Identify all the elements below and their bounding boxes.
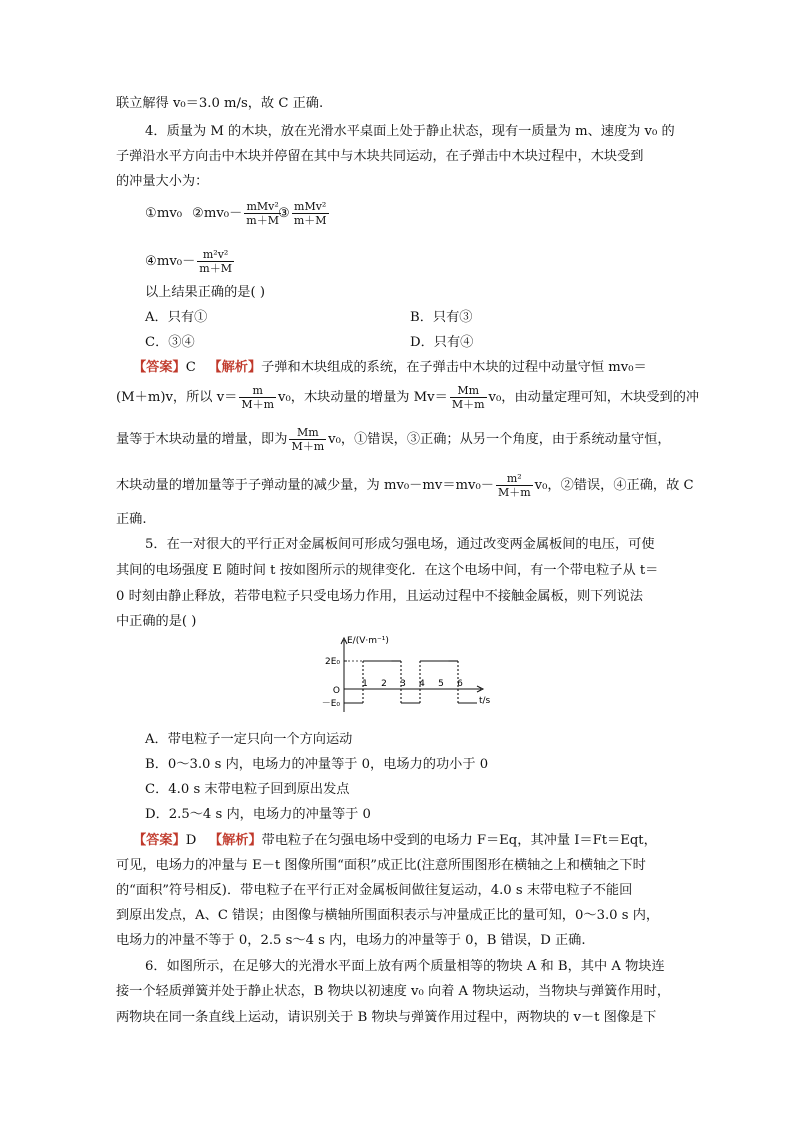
x-tick-label: 6 xyxy=(457,679,463,689)
q4-option-a: A．只有① xyxy=(145,310,208,325)
analysis-text: ，①错误，③正确；从另一个角度，由于系统动量守恒， xyxy=(340,432,671,447)
text-line: 联立解得 v₀＝3.0 m/s，故 C 正确. xyxy=(116,96,324,111)
q4-item-1-text: ①mv₀ xyxy=(145,206,183,221)
analysis-tag: 【解析】 xyxy=(208,833,262,848)
fraction-den: M＋m xyxy=(497,486,531,499)
answer-5-line: 电场力的冲量不等于 0，2.5 s～4 s 内，电场力的冲量等于 0，B 错误，D 正确. xyxy=(116,933,586,948)
q4-item-1 xyxy=(145,205,182,223)
analysis-text: 带电粒子在匀强电场中受到的电场力 F＝Eq，其冲量 I＝Ft＝Eqt， xyxy=(261,833,657,848)
question-4-prompt: 以上结果正确的是( ) xyxy=(145,285,265,300)
fraction xyxy=(496,472,533,499)
fraction-tail: v₀ xyxy=(328,432,341,447)
fraction xyxy=(450,384,487,411)
question-4-line: 的冲量大小为： xyxy=(116,174,209,189)
e-t-chart xyxy=(306,632,506,722)
answer-5-line: 可见，电场力的冲量与 E－t 图像所围“面积”成正比(注意所围图形在横轴之上和横轴之下时 xyxy=(116,858,646,873)
q4-item-2-text: ②mv₀－ xyxy=(192,206,243,221)
answer-4-line xyxy=(116,472,694,499)
y-tick-label: O xyxy=(332,686,340,696)
fraction xyxy=(292,200,329,227)
y-tick-label: －E₀ xyxy=(321,699,340,709)
q5-option-b: B．0～3.0 s 内，电场力的冲量等于 0，电场力的功小于 0 xyxy=(145,757,489,772)
x-tick-label: 2 xyxy=(381,679,387,689)
q5-option-c: C．4.0 s 末带电粒子回到原出发点 xyxy=(145,782,350,797)
fraction xyxy=(289,426,326,453)
fraction-den: m＋M xyxy=(199,262,232,275)
analysis-text: ，②错误，④正确，故 C xyxy=(547,478,694,493)
analysis-tag: 【解析】 xyxy=(208,360,262,375)
answer-4-line xyxy=(116,384,699,411)
answer-value: D xyxy=(185,833,197,848)
fraction-tail: v₀ xyxy=(278,390,291,405)
answer-value: C xyxy=(185,360,196,375)
q4-option-d: D．只有④ xyxy=(410,335,474,350)
q4-item-3 xyxy=(278,200,331,227)
question-5-line: 中正确的是( ) xyxy=(116,614,197,629)
analysis-text: ，木块动量的增量为 Mv＝ xyxy=(290,390,448,405)
answer-tag: 【答案】 xyxy=(133,360,186,375)
analysis-text: 量等于木块动量的增量，即为 xyxy=(116,432,288,447)
q4-item-3-text: ③ xyxy=(278,206,290,221)
answer-5-line: 到原出发点，A、C 错误；由图像与横轴所围面积表示与冲量成正比的量可知，0～3.0 s 内， xyxy=(116,908,660,923)
analysis-text: 木块动量的增加量等于子弹动量的减少量，为 mv₀－mv＝mv₀－ xyxy=(116,478,494,493)
fraction-num: m xyxy=(239,384,276,398)
answer-5-line: 的“面积”符号相反)．带电粒子在平行正对金属板间做往复运动，4.0 s 末带电粒子不能回 xyxy=(116,883,633,898)
y-axis-label: E/(V·m⁻¹) xyxy=(347,636,389,646)
fraction xyxy=(244,200,281,227)
question-5-line: 5．在一对很大的平行正对金属板间可形成匀强电场，通过改变两金属板间的电压，可使 xyxy=(145,537,655,552)
x-tick-label: 5 xyxy=(438,679,444,689)
question-4-line: 子弹沿水平方向击中木块并停留在其中与木块共同运动，在子弹击中木块过程中，木块受到 xyxy=(116,149,644,164)
y-tick-label: 2E₀ xyxy=(324,657,340,667)
answer-4-line xyxy=(116,426,671,453)
q5-option-a: A．带电粒子一定只向一个方向运动 xyxy=(145,732,353,747)
fraction-tail: v₀ xyxy=(488,390,502,405)
fraction-tail: v₀ xyxy=(534,478,548,493)
fraction-num: m²v² xyxy=(197,248,234,262)
analysis-text: (M＋m)v，所以 v＝ xyxy=(116,390,238,405)
question-6-line: 接一个轻质弹簧并处于静止状态，B 物块以初速度 v₀ 向着 A 物块运动，当物块与弹簧作用时， xyxy=(116,984,671,999)
x-tick-label: 4 xyxy=(419,679,425,689)
q5-option-d: D．2.5～4 s 内，电场力的冲量等于 0 xyxy=(145,807,371,822)
fraction-den: m＋M xyxy=(246,214,279,227)
answer-tag: 【答案】 xyxy=(133,833,186,848)
fraction-den: M＋m xyxy=(291,440,325,453)
fraction-num: Mm xyxy=(450,384,487,398)
x-tick-label: 3 xyxy=(400,679,406,689)
q4-item-2 xyxy=(192,200,283,227)
question-5-line: 0 时刻由静止释放，若带电粒子只受电场力作用，且运动过程中不接触金属板，则下列说法 xyxy=(116,589,643,604)
answer-5-line xyxy=(133,832,657,850)
question-6-line: 6．如图所示，在足够大的光滑水平面上放有两个质量相等的物块 A 和 B，其中 A 物块连 xyxy=(145,959,665,974)
fraction-num: mMv² xyxy=(292,200,329,214)
answer-4-line: 正确. xyxy=(116,512,147,527)
q4-option-b: B．只有③ xyxy=(410,310,473,325)
fraction-num: m² xyxy=(496,472,533,486)
analysis-text: ，由动量定理可知，木块受到的冲 xyxy=(501,390,700,405)
fraction xyxy=(239,384,276,411)
answer-4-line xyxy=(133,359,647,377)
question-6-line: 两物块在同一条直线上运动，请识别关于 B 物块与弹簧作用过程中，两物块的 v－t 图像是下 xyxy=(116,1010,657,1025)
fraction-den: m＋M xyxy=(293,214,327,227)
fraction xyxy=(197,248,234,275)
q4-item-4 xyxy=(145,248,236,275)
question-5-line: 其间的电场强度 E 随时间 t 按如图所示的规律变化．在这个电场中间，有一个带电粒子从 t＝ xyxy=(116,563,659,578)
analysis-text: 子弹和木块组成的系统，在子弹击中木块的过程中动量守恒 mv₀＝ xyxy=(261,360,647,375)
x-axis-label: t/s xyxy=(479,696,491,706)
q4-option-c: C．③④ xyxy=(145,335,195,350)
fraction-num: Mm xyxy=(289,426,326,440)
x-tick-label: 1 xyxy=(362,679,368,689)
question-4-line: 4．质量为 M 的木块，放在光滑水平桌面上处于静止状态，现有一质量为 m、速度为 v₀ 的 xyxy=(145,124,675,139)
fraction-den: M＋m xyxy=(241,398,275,411)
fraction-den: M＋m xyxy=(451,398,485,411)
fraction-num: mMv² xyxy=(244,200,281,214)
q4-item-4-text: ④mv₀－ xyxy=(145,254,196,269)
